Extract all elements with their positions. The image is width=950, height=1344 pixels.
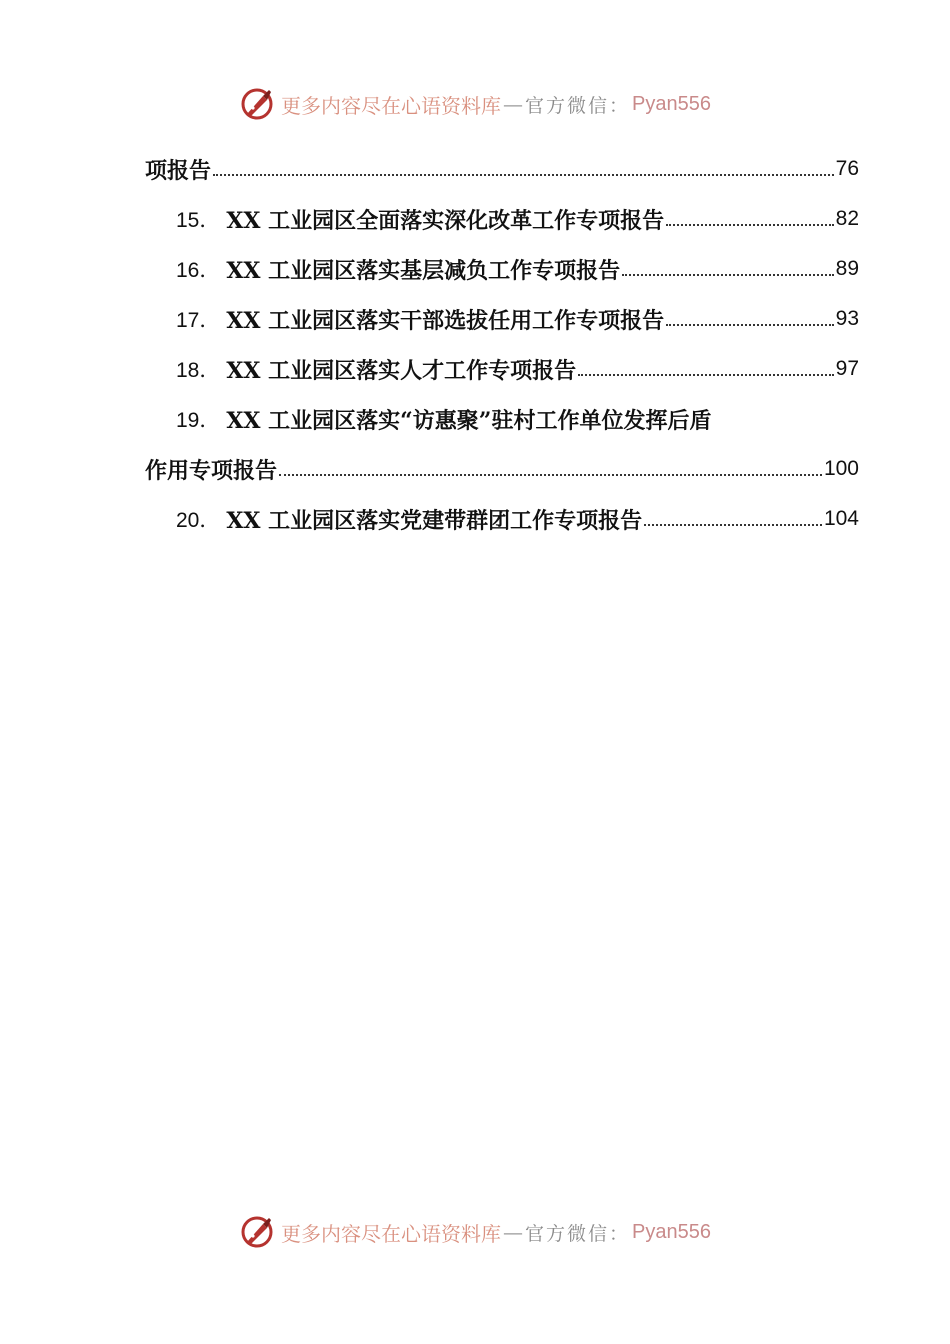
toc-entry-number: 17．: [176, 309, 221, 332]
toc-entry-page: 89: [835, 257, 859, 280]
watermark-wechat-label: 官方微信：: [525, 1222, 631, 1245]
pen-nib-logo-icon: [239, 86, 275, 122]
toc-entry-number: 20．: [176, 509, 221, 532]
toc-entry[interactable]: [145, 394, 859, 444]
toc-entry[interactable]: [145, 144, 859, 194]
watermark-wechat-label: 官方微信：: [525, 94, 631, 117]
table-of-contents: [145, 144, 859, 544]
toc-entry-page: 76: [835, 157, 859, 180]
toc-leader-dots: [279, 474, 822, 476]
toc-entry-page: 97: [835, 357, 859, 380]
toc-leader-dots: [578, 374, 833, 376]
watermark-wechat-id: Pyan556: [632, 92, 711, 115]
toc-entry-page: 100: [823, 457, 859, 480]
toc-entry-number: 18．: [176, 359, 221, 382]
watermark-banner-top: [0, 82, 950, 126]
toc-entry[interactable]: [145, 494, 859, 544]
toc-leader-dots: [666, 224, 833, 226]
toc-entry[interactable]: [145, 244, 859, 294]
toc-entry-title: XX 工业园区落实“访惠聚”驻村工作单位发挥后盾: [226, 407, 712, 434]
toc-leader-dots: [666, 324, 833, 326]
toc-entry-number: 16．: [176, 259, 221, 282]
toc-entry-continuation[interactable]: [145, 444, 859, 494]
toc-leader-dots: [622, 274, 833, 276]
toc-entry-number: 19．: [176, 409, 221, 432]
toc-entry[interactable]: [145, 344, 859, 394]
watermark-wechat-id: Pyan556: [632, 1220, 711, 1243]
toc-entry[interactable]: [145, 294, 859, 344]
toc-entry-page: 82: [835, 207, 859, 230]
toc-entry-page: 93: [835, 307, 859, 330]
toc-entry-title: XX 工业园区落实人才工作专项报告: [226, 357, 577, 384]
watermark-dash: —: [503, 92, 523, 116]
toc-entry[interactable]: [145, 194, 859, 244]
watermark-banner-bottom: [0, 1210, 950, 1254]
toc-entry-title: XX 工业园区落实党建带群团工作专项报告: [226, 507, 643, 534]
toc-leader-dots: [213, 174, 834, 176]
toc-leader-dots: [644, 524, 822, 526]
toc-entry-title: XX 工业园区落实干部选拔任用工作专项报告: [226, 307, 665, 334]
toc-entry-number: 15．: [176, 209, 221, 232]
toc-entry-title: 项报告: [145, 157, 212, 184]
pen-nib-logo-icon: [239, 1214, 275, 1250]
toc-entry-title: 作用专项报告: [145, 457, 278, 484]
watermark-main-text: 更多内容尽在心语资料库: [281, 93, 501, 118]
watermark-dash: —: [503, 1220, 523, 1244]
watermark-main-text: 更多内容尽在心语资料库: [281, 1221, 501, 1246]
toc-entry-title: XX 工业园区全面落实深化改革工作专项报告: [226, 207, 665, 234]
toc-entry-title: XX 工业园区落实基层减负工作专项报告: [226, 257, 621, 284]
toc-entry-page: 104: [823, 507, 859, 530]
